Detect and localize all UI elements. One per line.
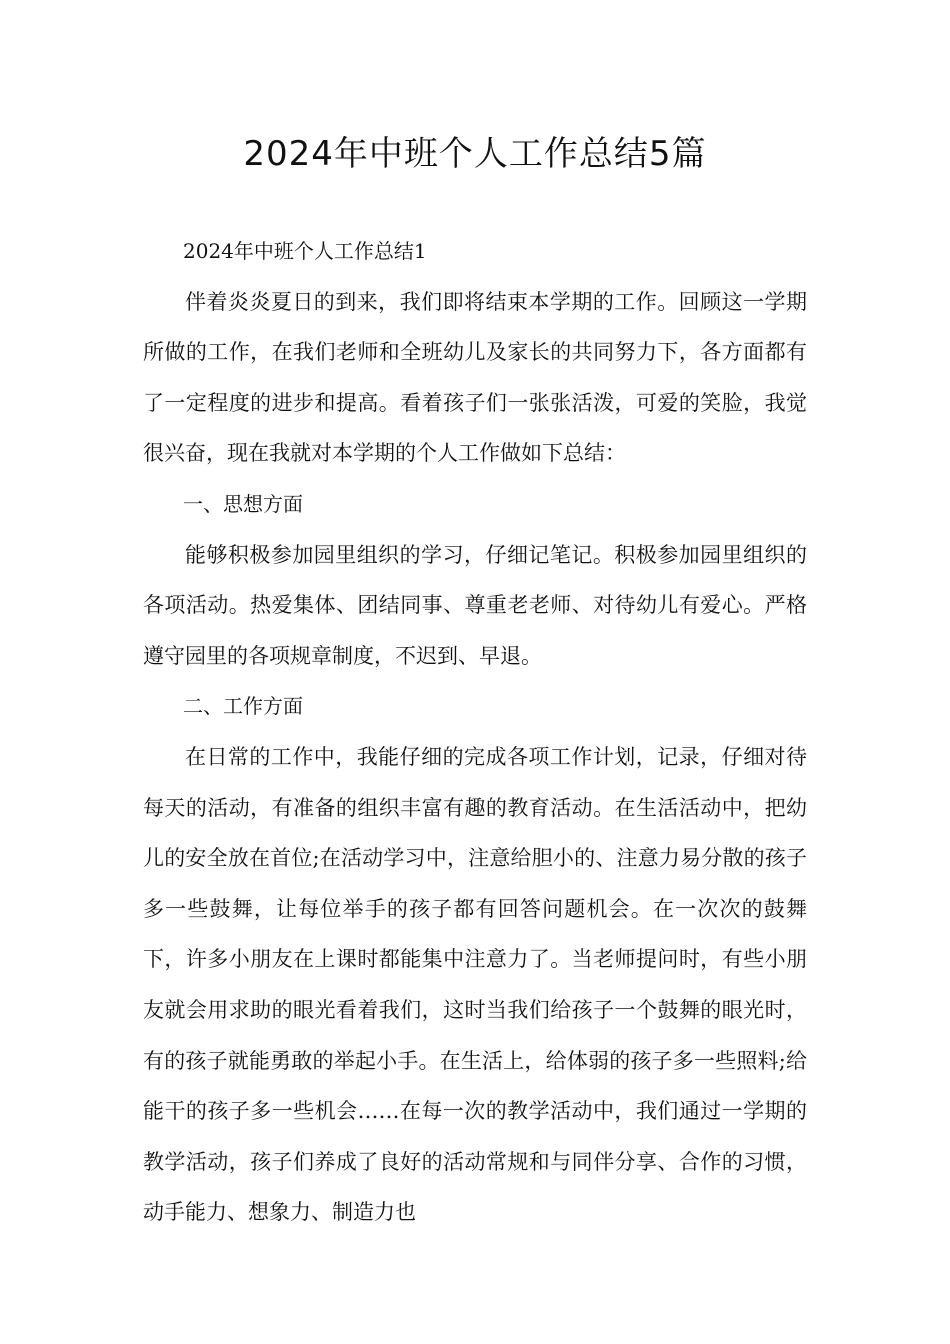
section-title: 2024年中班个人工作总结1 — [183, 239, 427, 263]
heading-work: 二、工作方面 — [183, 694, 303, 719]
paragraph-thought: 能够积极参加园里组织的学习，仔细记笔记。积极参加园里组织的各项活动。热爱集体、团结同事、尊重老老师、对待幼儿有爱心。严格遵守园里的各项规章制度，不迟到、早退。 — [143, 542, 807, 668]
heading-thought: 一、思想方面 — [183, 491, 303, 516]
document-body — [143, 226, 807, 1238]
document-title: 2024年中班个人工作总结5篇 — [243, 134, 707, 174]
paragraph-intro: 伴着炎炎夏日的到来，我们即将结束本学期的工作。回顾这一学期所做的工作，在我们老师和全班幼儿及家长的共同努力下，各方面都有了一定程度的进步和提高。看着孩子们一张张活泼，可爱的笑脸，我觉很兴奋，现在我就对本学期的个人工作做如下总结： — [143, 289, 807, 466]
paragraph-work: 在日常的工作中，我能仔细的完成各项工作计划，记录，仔细对待每天的活动，有准备的组织丰富有趣的教育活动。在生活活动中，把幼儿的安全放在首位;在活动学习中，注意给胆小的、注意力易分散的孩子多一些鼓舞，让每位举手的孩子都有回答问题机会。在一次次的鼓舞下，许多小朋友在上课时都能集中注意力了。当老师提问时，有些小朋友就会用求助的眼光看着我们，这时当我们给孩子一个鼓舞的眼光时，有的孩子就能勇敢的举起小手。在生活上，给体弱的孩子多一些照料;给能干的孩子多一些机会……在每一次的教学活动中，我们通过一学期的教学活动，孩子们养成了良好的活动常规和与同伴分享、合作的习惯，动手能力、想象力、制造力也 — [143, 744, 807, 1225]
